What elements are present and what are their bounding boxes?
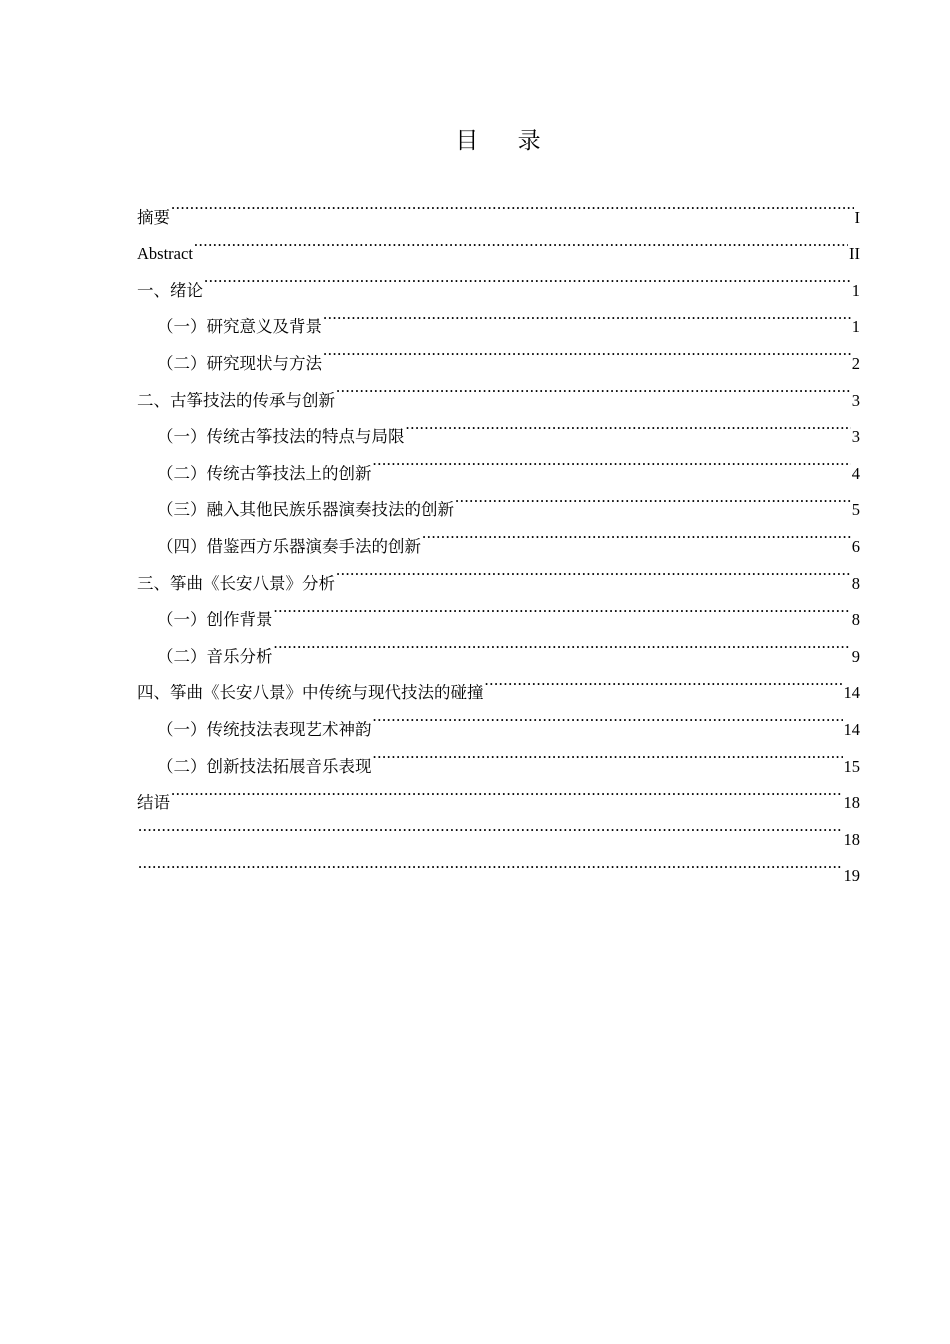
toc-dot-leader xyxy=(137,845,843,882)
toc-entry-page: 3 xyxy=(851,390,860,410)
toc-dot-leader xyxy=(405,406,851,443)
toc-entry-title: （四）借鉴西方乐器演奏手法的创新 xyxy=(157,536,421,556)
toc-entry[interactable] xyxy=(137,186,860,227)
toc-dot-leader xyxy=(137,808,843,845)
toc-entry-title: （一）传统古筝技法的特点与局限 xyxy=(157,427,405,447)
toc-entry-page: 2 xyxy=(851,353,860,373)
toc-dot-leader xyxy=(170,186,854,223)
toc-entry-title: 二、古筝技法的传承与创新 xyxy=(137,390,335,410)
toc-entry[interactable] xyxy=(137,772,860,813)
toc-entry-page: 8 xyxy=(851,573,860,593)
toc-entry-title: 一、绪论 xyxy=(137,280,203,300)
table-of-contents xyxy=(137,186,860,886)
toc-entry-page: 1 xyxy=(851,317,860,337)
toc-entry-page: II xyxy=(849,244,860,264)
toc-entry[interactable] xyxy=(137,845,860,886)
toc-dot-leader xyxy=(372,735,843,772)
toc-entry-title: 四、筝曲《长安八景》中传统与现代技法的碰撞 xyxy=(137,683,484,703)
page-title: 目 录 xyxy=(455,128,557,154)
toc-entry-page: 15 xyxy=(843,756,860,776)
toc-dot-leader xyxy=(170,772,843,809)
toc-entry[interactable] xyxy=(137,223,860,264)
toc-dot-leader xyxy=(454,479,851,516)
toc-entry-title: （二）创新技法拓展音乐表现 xyxy=(157,756,372,776)
toc-entry-page: 19 xyxy=(843,866,860,886)
toc-dot-leader xyxy=(322,296,851,333)
toc-entry-page: 14 xyxy=(843,719,860,739)
toc-dot-leader xyxy=(372,442,851,479)
toc-dot-leader xyxy=(273,625,851,662)
toc-dot-leader xyxy=(372,698,843,735)
toc-entry-title: （一）创作背景 xyxy=(157,610,273,630)
toc-entry-page: 8 xyxy=(851,610,860,630)
toc-dot-leader xyxy=(335,552,851,589)
toc-entry-title: （二）传统古筝技法上的创新 xyxy=(157,463,372,483)
toc-dot-leader xyxy=(322,332,851,369)
toc-entry-title: （二）音乐分析 xyxy=(157,646,273,666)
toc-entry[interactable] xyxy=(137,259,860,300)
toc-entry-title: （一）传统技法表现艺术神韵 xyxy=(157,719,372,739)
toc-entry-title: 结语 xyxy=(137,793,170,813)
toc-entry-page: 18 xyxy=(843,793,860,813)
toc-entry-page: 3 xyxy=(851,427,860,447)
toc-entry-page: 5 xyxy=(851,500,860,520)
toc-entry-page: 14 xyxy=(843,683,860,703)
toc-dot-leader xyxy=(421,515,851,552)
toc-dot-leader xyxy=(193,223,848,260)
toc-dot-leader xyxy=(484,662,843,699)
toc-entry[interactable] xyxy=(137,296,860,337)
toc-entry-page: 6 xyxy=(851,536,860,556)
toc-entry-title: （二）研究现状与方法 xyxy=(157,353,322,373)
toc-entry-title: （三）融入其他民族乐器演奏技法的创新 xyxy=(157,500,454,520)
toc-dot-leader xyxy=(273,589,851,626)
toc-entry-page: 18 xyxy=(843,829,860,849)
toc-entry-page: 9 xyxy=(851,646,860,666)
toc-entry-page: I xyxy=(854,207,860,227)
toc-dot-leader xyxy=(203,259,851,296)
toc-entry-title: （一）研究意义及背景 xyxy=(157,317,322,337)
toc-entry-title: 三、筝曲《长安八景》分析 xyxy=(137,573,335,593)
toc-entry-title: Abstract xyxy=(137,244,193,264)
toc-entry[interactable] xyxy=(137,808,860,849)
toc-entry-page: 4 xyxy=(851,463,860,483)
toc-dot-leader xyxy=(335,369,851,406)
toc-entry-title: 摘要 xyxy=(137,207,170,227)
toc-entry-page: 1 xyxy=(851,280,860,300)
